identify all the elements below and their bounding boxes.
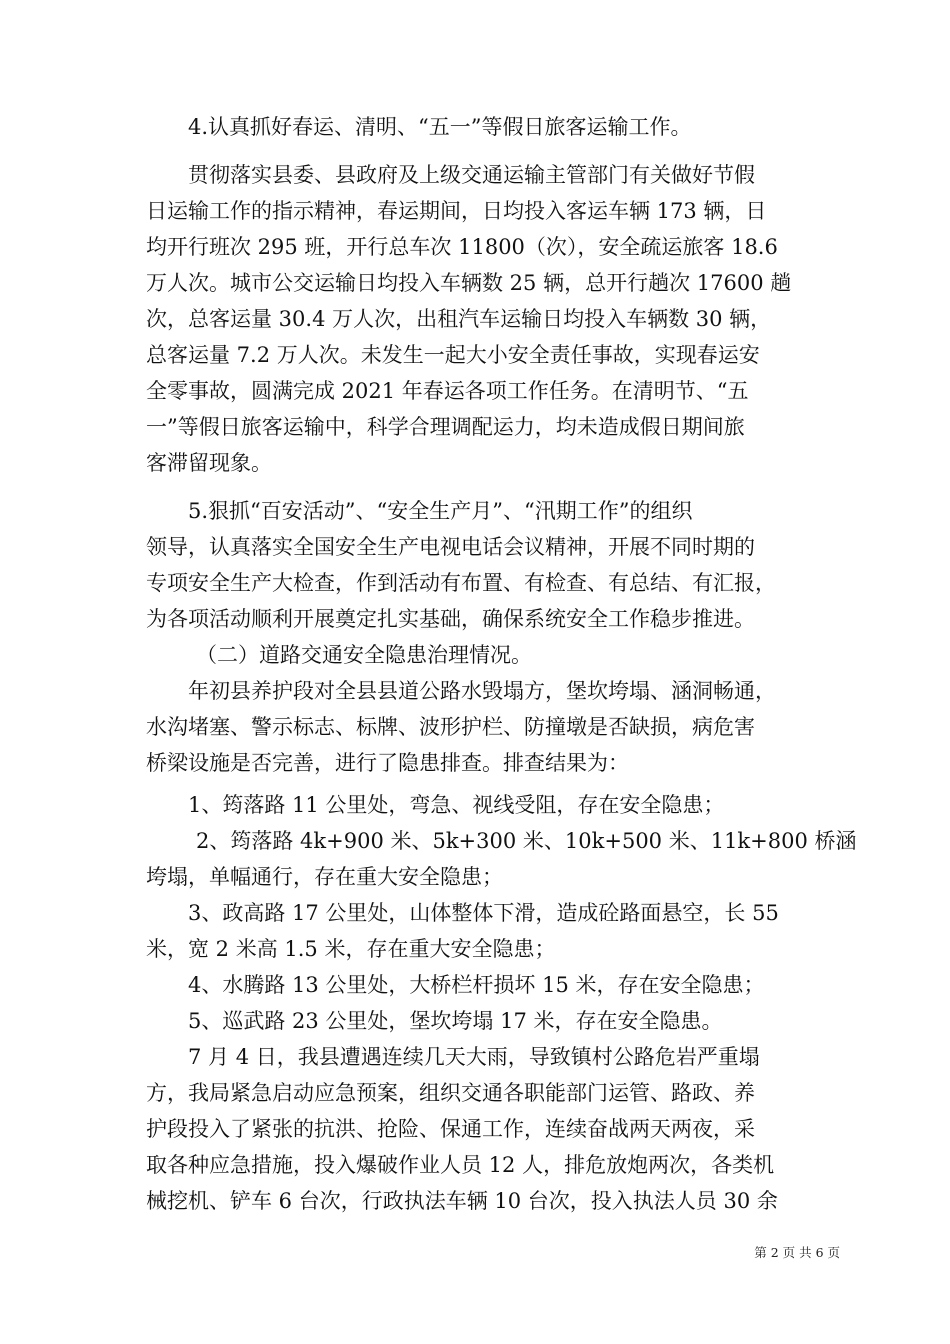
list-item: 2、筠落路 4k+900 米、5k+300 米、10k+500 米、11k+800 桥涵	[196, 829, 857, 853]
text-line: 垮塌，单幅通行，存在重大安全隐患；	[146, 865, 503, 889]
list-item: 4、水腾路 13 公里处，大桥栏杆损坏 15 米，存在安全隐患；	[188, 973, 765, 997]
text-line: 为各项活动顺利开展奠定扎实基础，确保系统安全工作稳步推进。	[146, 607, 755, 631]
text-line: 7 月 4 日，我县遭遇连续几天大雨，导致镇村公路危岩严重塌	[188, 1045, 760, 1069]
text-line: 桥梁设施是否完善，进行了隐患排查。排查结果为：	[146, 751, 629, 775]
text-line: 械挖机、铲车 6 台次，行政执法车辆 10 台次，投入执法人员 30 余	[146, 1189, 778, 1213]
text-line: 总客运量 7.2 万人次。未发生一起大小安全责任事故，实现春运安	[146, 343, 760, 367]
page-number-footer: 第 2 页 共 6 页	[754, 1245, 840, 1260]
list-item: 3、政高路 17 公里处，山体整体下滑，造成砼路面悬空，长 55	[188, 901, 779, 925]
text-line: 贯彻落实县委、县政府及上级交通运输主管部门有关做好节假	[188, 163, 755, 187]
list-item: 1、筠落路 11 公里处，弯急、视线受阻，存在安全隐患；	[188, 793, 725, 817]
text-line: 次，总客运量 30.4 万人次，出租汽车运输日均投入车辆数 30 辆，	[146, 307, 772, 331]
text-line: 取各种应急措施，投入爆破作业人员 12 人，排危放炮两次，各类机	[146, 1153, 775, 1177]
text-line: 米，宽 2 米高 1.5 米，存在重大安全隐患；	[146, 937, 556, 961]
list-item: 5、巡武路 23 公里处，堡坎垮塌 17 米，存在安全隐患。	[188, 1009, 723, 1033]
text-line: 均开行班次 295 班，开行总车次 11800（次），安全疏运旅客 18.6	[146, 235, 778, 259]
text-line: 专项安全生产大检查，作到活动有布置、有检查、有总结、有汇报，	[146, 571, 776, 595]
text-line: 年初县养护段对全县县道公路水毁塌方，堡坎垮塌、涵洞畅通，	[188, 679, 776, 703]
text-line: 全零事故，圆满完成 2021 年春运各项工作任务。在清明节、“五	[146, 379, 749, 403]
text-line: 万人次。城市公交运输日均投入车辆数 25 辆，总开行趟次 17600 趟	[146, 271, 792, 295]
text-line: 客滞留现象。	[146, 451, 272, 475]
text-line: 护段投入了紧张的抗洪、抢险、保通工作，连续奋战两天两夜，采	[146, 1117, 755, 1141]
text-line: 领导，认真落实全国安全生产电视电话会议精神，开展不同时期的	[146, 535, 755, 559]
text-line: 日运输工作的指示精神，春运期间，日均投入客运车辆 173 辆，日	[146, 199, 767, 223]
text-line: 4.认真抓好春运、清明、“五一”等假日旅客运输工作。	[188, 115, 692, 139]
section-heading: （二）道路交通安全隐患治理情况。	[196, 643, 532, 667]
text-line: 一”等假日旅客运输中，科学合理调配运力，均未造成假日期间旅	[146, 415, 745, 439]
text-line: 水沟堵塞、警示标志、标牌、波形护栏、防撞墩是否缺损，病危害	[146, 715, 755, 739]
text-line: 5.狠抓“百安活动”、“安全生产月”、“汛期工作”的组织	[188, 499, 693, 523]
text-line: 方，我局紧急启动应急预案，组织交通各职能部门运管、路政、养	[146, 1081, 755, 1105]
